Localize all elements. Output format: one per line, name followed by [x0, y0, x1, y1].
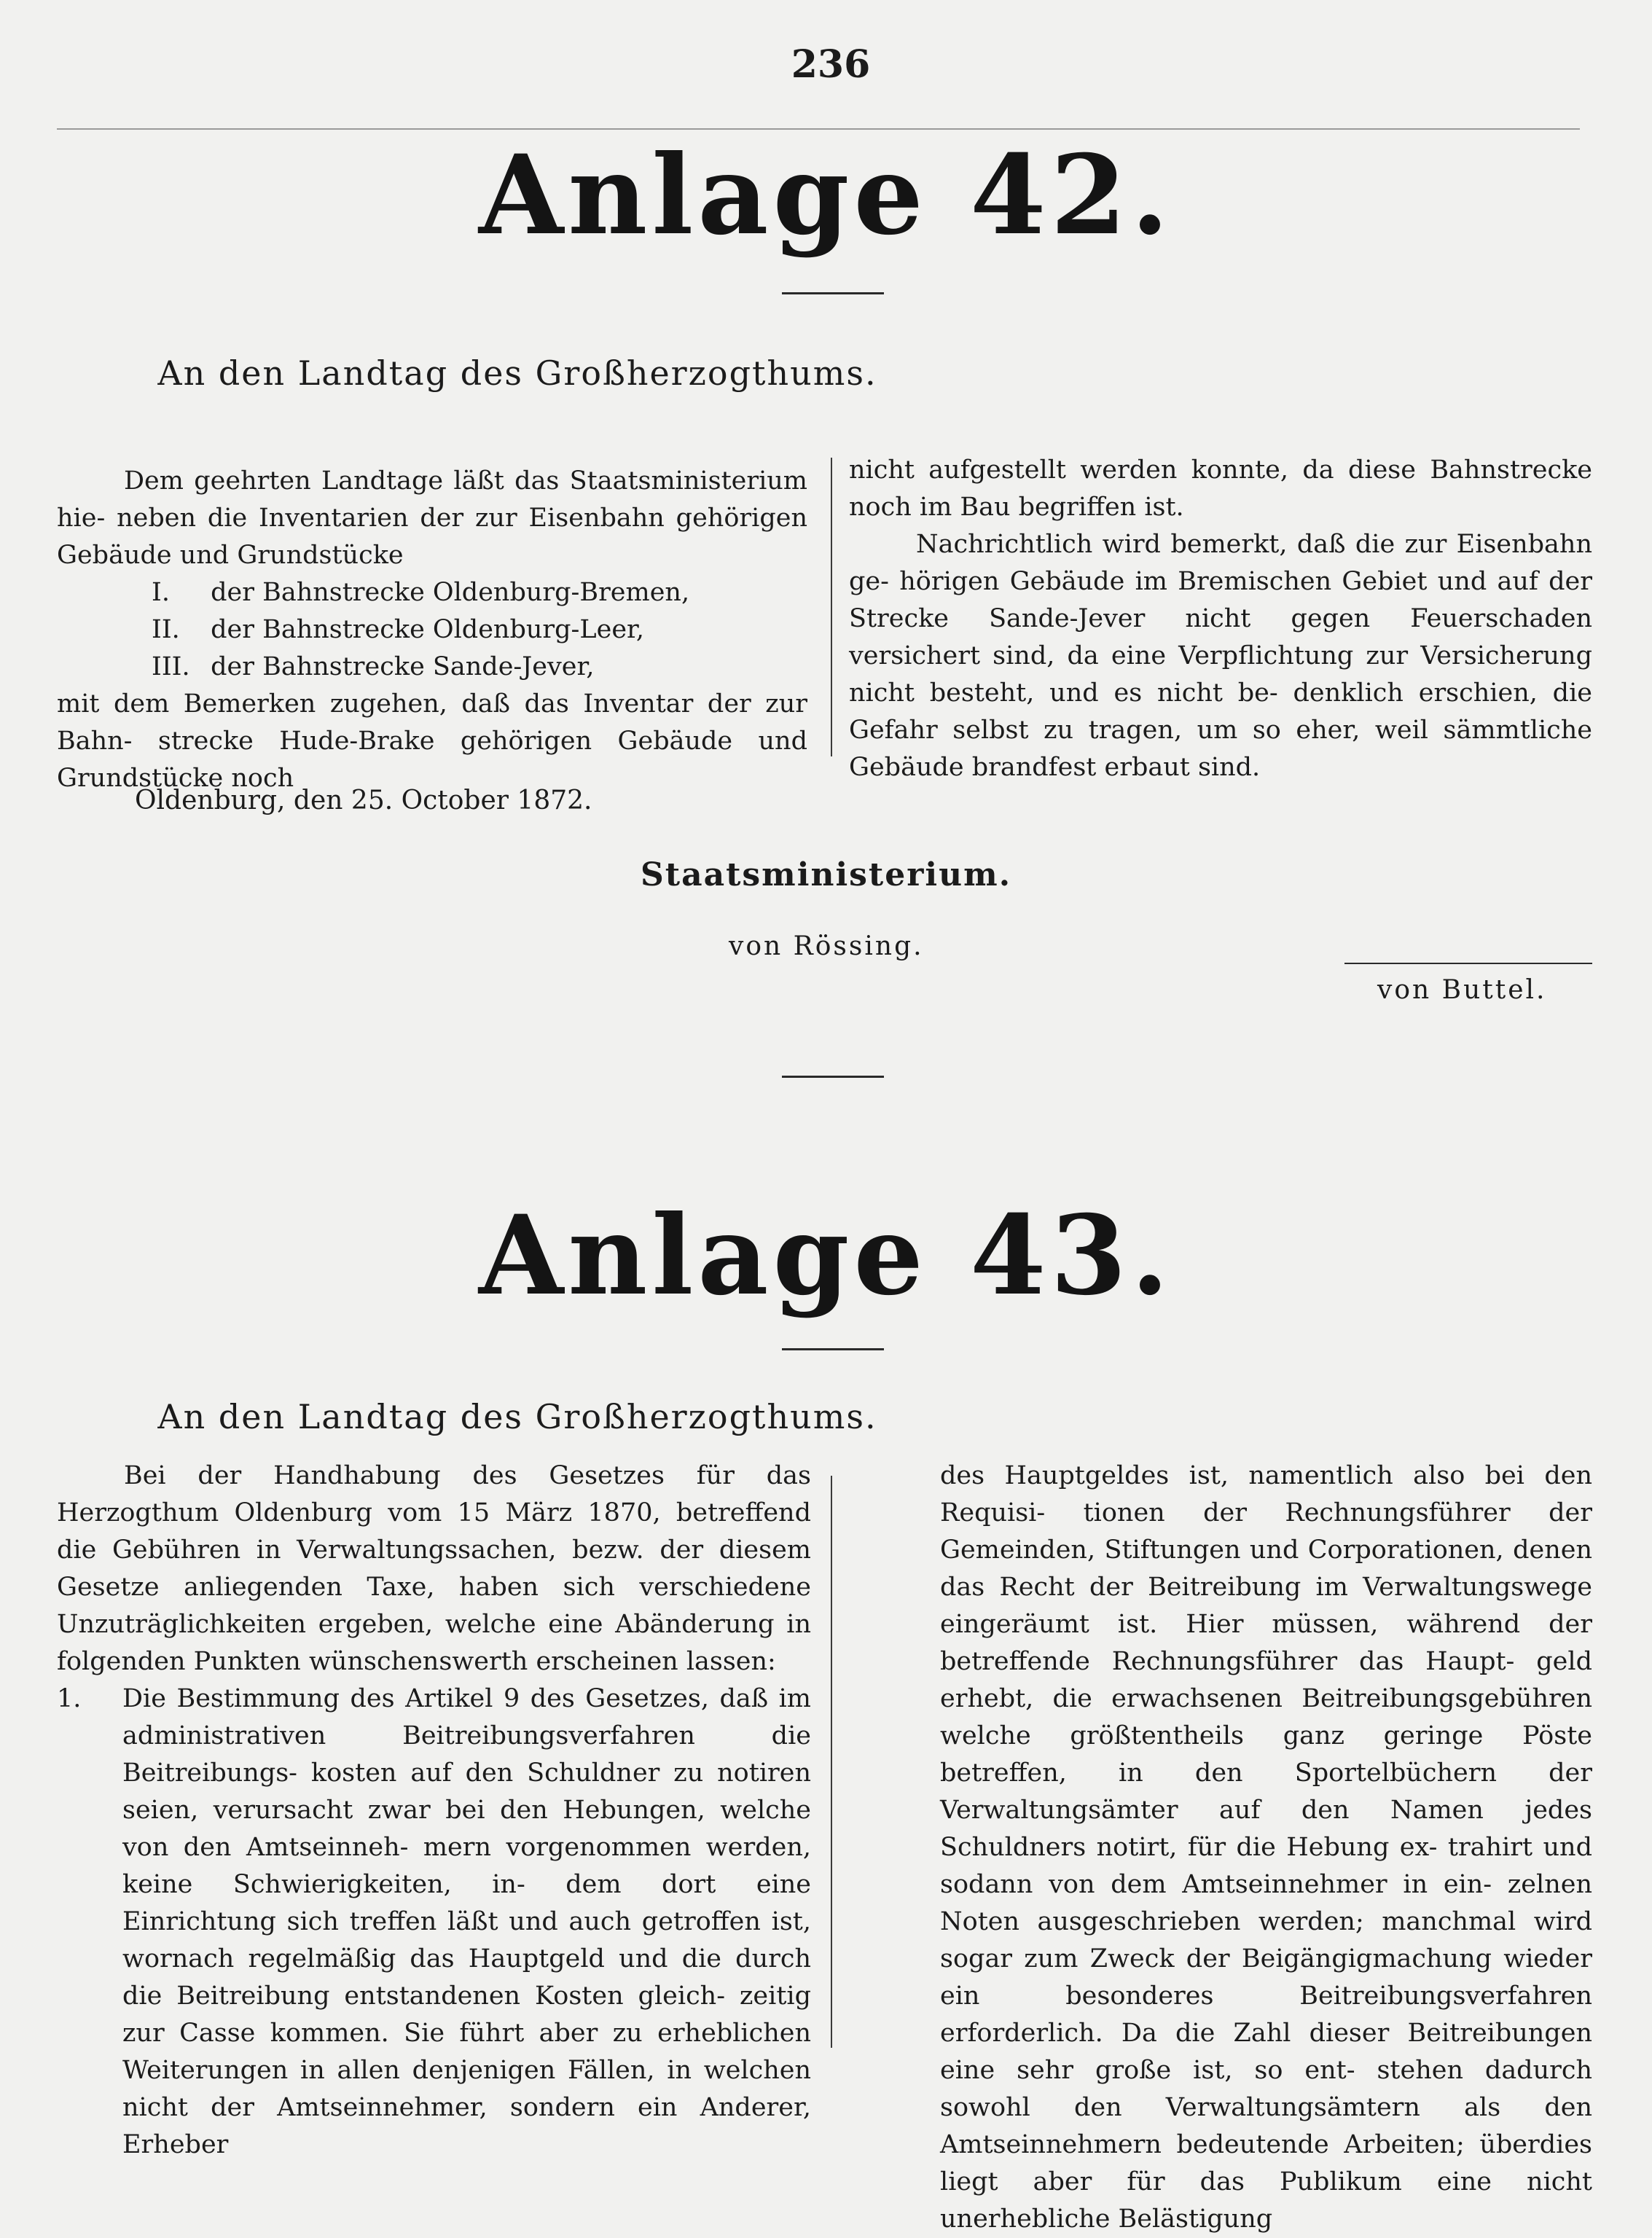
item-number: 1.: [57, 1684, 82, 1713]
title-rule-43: [782, 1348, 884, 1350]
anlage-43-right-column: [940, 1458, 1592, 2238]
intro-paragraph: Bei der Handhabung des Gesetzes für das Herzogthum Oldenburg vom 15 März 1870, betreffend die Gebühren in Verwaltungssachen, bezw. der diesem Gesetze anliegenden Taxe, haben sich verschiedene Unzuträglichkeiten ergeben, welche eine Abänderung in folgenden Punkten wünschenswerth erscheinen lassen:: [57, 1461, 811, 1676]
section-separator: [782, 1076, 884, 1078]
place-date: Oldenburg, den 25. October 1872.: [135, 786, 592, 815]
right-paragraph-1: nicht aufgestellt werden konnte, da diese Bahnstrecke noch im Bau begriffen ist.: [849, 455, 1592, 522]
anlage-43-left-column: [57, 1458, 811, 2164]
anlage-42-left-column: [57, 463, 807, 797]
column-divider-42: [831, 458, 832, 756]
title-rule-42: [782, 292, 884, 294]
right-paragraph-2: Nachrichtlich wird bemerkt, daß die zur Eisenbahn ge- hörigen Gebäude im Bremischen Gebiet und auf der Strecke Sande-Jever nicht gegen Feuerschaden versichert sind, da eine Verpflichtung zur Versicherung nicht besteht, und es nicht be- denklich erschien, die Gefahr selbst zu tragen, um so eher, weil sämmtliche Gebäude brandfest erbaut sind.: [849, 530, 1592, 782]
anlage-43-title: Anlage 43.: [478, 1192, 1174, 1320]
signature-rule: [1344, 963, 1592, 964]
column-divider-43: [831, 1476, 832, 2048]
addressee-42: An den Landtag des Großherzogthums.: [157, 353, 877, 393]
addressee-43: An den Landtag des Großherzogthums.: [157, 1397, 877, 1436]
right-paragraph-1: des Hauptgeldes ist, namentlich also bei den Requisi- tionen der Rechnungsführer der Gemeinden, Stiftungen und Corporationen, denen das Recht der Beitreibung im Verwaltungswege eingeräumt ist. Hier müssen, während der betreffende Rechnungsführer das Haupt- geld erhebt, die erwachsenen Beitreibungsgebühren welche größtentheils ganz geringe Pöste betreffen, in den Sportelbüchern der Verwaltungsämter auf den Namen jedes Schuldners notirt, für die Hebung ex- trahirt und sodann von dem Amtseinnehmer in ein- zelnen Noten ausgeschrieben werden; manchmal wird sogar zum Zweck der Beigängigmachung wieder ein besonderes Beitreibungsverfahren erforderlich. Da die Zahl dieser Beitreibungen eine sehr große ist, so ent- stehen dadurch sowohl den Verwaltungsämtern als den Amtseinnehmern bedeutende Arbeiten; überdies liegt aber für das Publikum eine nicht unerhebliche Belästigung: [940, 1461, 1592, 2234]
list-item: II. der Bahnstrecke Oldenburg-Leer,: [152, 615, 645, 644]
intro-paragraph: Dem geehrten Landtage läßt das Staatsministerium hie- neben die Inventarien der zur Eisenbahn gehörigen Gebäude und Grundstücke: [57, 466, 807, 570]
railway-list: [57, 574, 807, 686]
signatory-1: von Rössing.: [729, 931, 924, 961]
numbered-item-1: [57, 1681, 811, 2164]
outro-paragraph: mit dem Bemerken zugehen, daß das Inventar der zur Bahn- strecke Hude-Brake gehörigen Gebäude und Grundstücke noch: [57, 689, 807, 793]
header-rule: [57, 128, 1580, 130]
list-item: III. der Bahnstrecke Sande-Jever,: [152, 652, 595, 681]
page-number: 236: [791, 42, 871, 87]
signatory-2: von Buttel.: [1377, 975, 1547, 1005]
anlage-42-title: Anlage 42.: [478, 131, 1174, 259]
anlage-42-right-column: [849, 452, 1592, 786]
list-item: I. der Bahnstrecke Oldenburg-Bremen,: [152, 578, 690, 607]
signature-authority: Staatsministerium.: [640, 856, 1012, 893]
item-text: Die Bestimmung des Artikel 9 des Gesetzes, daß im administrativen Beitreibungsverfahren die Beitreibungs- kosten auf den Schuldner zu notiren seien, verursacht zwar bei den Hebungen, welche von den Amtseinneh- mern vorgenommen werden, keine Schwierigkeiten, in- dem dort eine Einrichtung sich treffen läßt und auch getroffen ist, wornach regelmäßig das Hauptgeld und die durch die Beitreibung entstandenen Kosten gleich- zeitig zur Casse kommen. Sie führt aber zu erheblichen Weiterungen in allen denjenigen Fällen, in welchen nicht der Amtseinnehmer, sondern ein Anderer, Erheber: [122, 1684, 811, 2159]
